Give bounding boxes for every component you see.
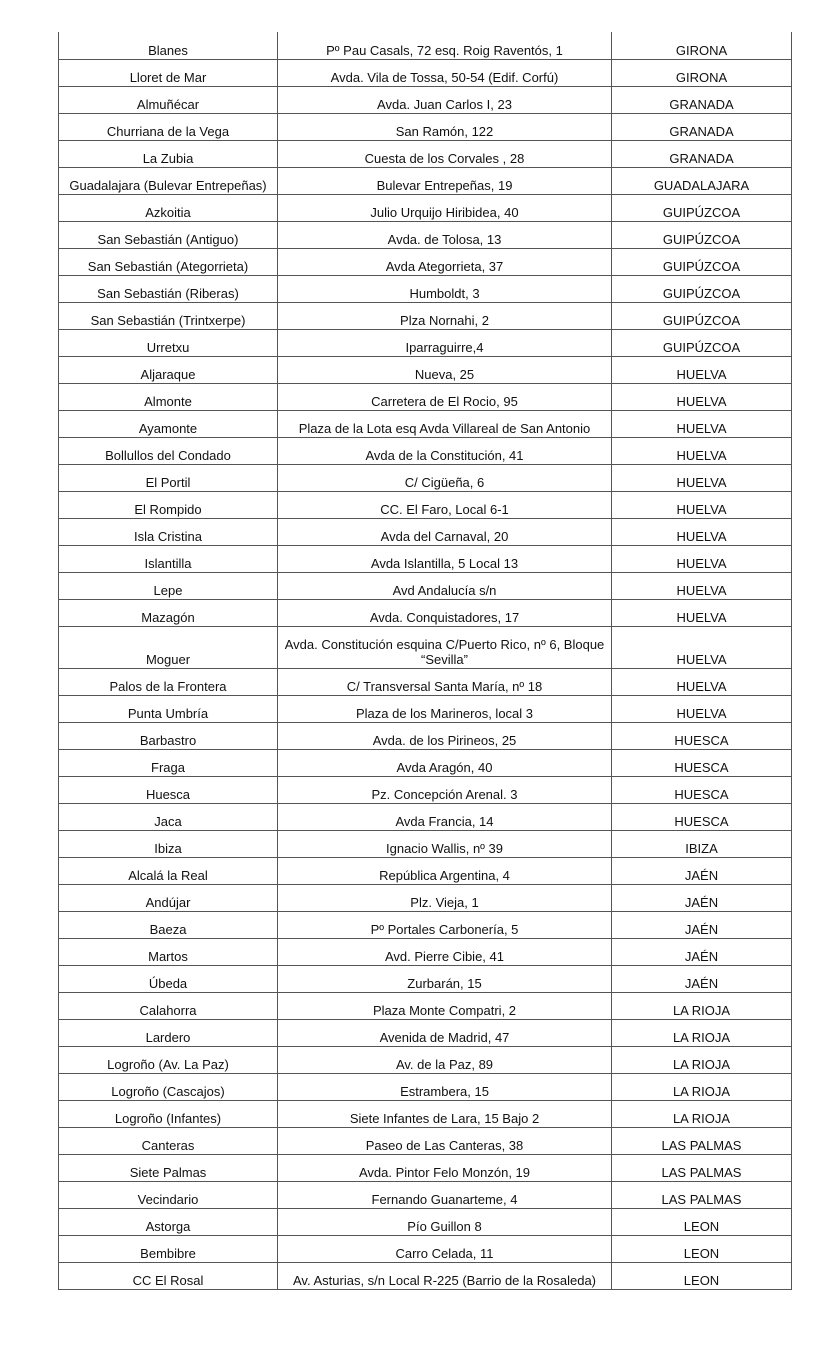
table-row bbox=[59, 1235, 792, 1262]
city-cell: Lloret de Mar bbox=[59, 59, 278, 86]
table-row bbox=[59, 776, 792, 803]
city-cell: Astorga bbox=[59, 1208, 278, 1235]
city-cell: Punta Umbría bbox=[59, 695, 278, 722]
city-cell: Lepe bbox=[59, 572, 278, 599]
address-cell: Humboldt, 3 bbox=[278, 275, 612, 302]
province-cell: LEON bbox=[612, 1208, 792, 1235]
address-cell: Avda Islantilla, 5 Local 13 bbox=[278, 545, 612, 572]
city-cell: Canteras bbox=[59, 1127, 278, 1154]
province-cell: HUELVA bbox=[612, 626, 792, 668]
province-cell: LA RIOJA bbox=[612, 1046, 792, 1073]
table-row bbox=[59, 803, 792, 830]
table-row bbox=[59, 545, 792, 572]
table-row bbox=[59, 572, 792, 599]
province-cell: HUESCA bbox=[612, 803, 792, 830]
province-cell: HUELVA bbox=[612, 491, 792, 518]
table-row bbox=[59, 965, 792, 992]
table-row bbox=[59, 830, 792, 857]
city-cell: Islantilla bbox=[59, 545, 278, 572]
table-row bbox=[59, 167, 792, 194]
province-cell: GIRONA bbox=[612, 32, 792, 59]
address-cell: Nueva, 25 bbox=[278, 356, 612, 383]
city-cell: El Rompido bbox=[59, 491, 278, 518]
province-cell: GUADALAJARA bbox=[612, 167, 792, 194]
address-cell: Plza Nornahi, 2 bbox=[278, 302, 612, 329]
address-cell: Avda Aragón, 40 bbox=[278, 749, 612, 776]
address-cell: Av. de la Paz, 89 bbox=[278, 1046, 612, 1073]
table-row bbox=[59, 857, 792, 884]
province-cell: LEON bbox=[612, 1262, 792, 1289]
city-cell: Blanes bbox=[59, 32, 278, 59]
province-cell: JAÉN bbox=[612, 938, 792, 965]
address-cell: Estrambera, 15 bbox=[278, 1073, 612, 1100]
address-cell: CC. El Faro, Local 6-1 bbox=[278, 491, 612, 518]
table-row bbox=[59, 1154, 792, 1181]
table-row bbox=[59, 1073, 792, 1100]
table-row bbox=[59, 491, 792, 518]
province-cell: HUELVA bbox=[612, 437, 792, 464]
table-row bbox=[59, 410, 792, 437]
table-row bbox=[59, 1262, 792, 1289]
address-cell: Pío Guillon 8 bbox=[278, 1208, 612, 1235]
province-cell: HUELVA bbox=[612, 464, 792, 491]
table-row bbox=[59, 248, 792, 275]
province-cell: HUELVA bbox=[612, 599, 792, 626]
province-cell: HUESCA bbox=[612, 722, 792, 749]
city-cell: Azkoitia bbox=[59, 194, 278, 221]
province-cell: HUELVA bbox=[612, 668, 792, 695]
table-row bbox=[59, 722, 792, 749]
table-body bbox=[59, 32, 792, 1289]
province-cell: HUELVA bbox=[612, 545, 792, 572]
table-row bbox=[59, 140, 792, 167]
table-row bbox=[59, 32, 792, 59]
address-cell: Siete Infantes de Lara, 15 Bajo 2 bbox=[278, 1100, 612, 1127]
province-cell: GRANADA bbox=[612, 113, 792, 140]
table-row bbox=[59, 1181, 792, 1208]
table-row bbox=[59, 668, 792, 695]
address-cell: Zurbarán, 15 bbox=[278, 965, 612, 992]
city-cell: Lardero bbox=[59, 1019, 278, 1046]
table-row bbox=[59, 383, 792, 410]
city-cell: Vecindario bbox=[59, 1181, 278, 1208]
province-cell: HUELVA bbox=[612, 518, 792, 545]
table-row bbox=[59, 59, 792, 86]
city-cell: Jaca bbox=[59, 803, 278, 830]
table-row bbox=[59, 194, 792, 221]
table-row bbox=[59, 1208, 792, 1235]
city-cell: Aljaraque bbox=[59, 356, 278, 383]
address-cell: Avda. de Tolosa, 13 bbox=[278, 221, 612, 248]
address-cell: Pº Pau Casals, 72 esq. Roig Raventós, 1 bbox=[278, 32, 612, 59]
city-cell: Alcalá la Real bbox=[59, 857, 278, 884]
table-row bbox=[59, 221, 792, 248]
city-cell: Siete Palmas bbox=[59, 1154, 278, 1181]
branch-address-table bbox=[58, 32, 792, 1290]
address-cell: Avda Francia, 14 bbox=[278, 803, 612, 830]
address-cell: Bulevar Entrepeñas, 19 bbox=[278, 167, 612, 194]
address-cell: Cuesta de los Corvales , 28 bbox=[278, 140, 612, 167]
city-cell: Almonte bbox=[59, 383, 278, 410]
table-row bbox=[59, 695, 792, 722]
city-cell: Bollullos del Condado bbox=[59, 437, 278, 464]
city-cell: Calahorra bbox=[59, 992, 278, 1019]
province-cell: JAÉN bbox=[612, 857, 792, 884]
province-cell: HUELVA bbox=[612, 410, 792, 437]
table-row bbox=[59, 329, 792, 356]
province-cell: LA RIOJA bbox=[612, 1019, 792, 1046]
table-row bbox=[59, 884, 792, 911]
city-cell: Fraga bbox=[59, 749, 278, 776]
address-cell: Paseo de Las Canteras, 38 bbox=[278, 1127, 612, 1154]
address-cell: Avda. Conquistadores, 17 bbox=[278, 599, 612, 626]
city-cell: Isla Cristina bbox=[59, 518, 278, 545]
table-row bbox=[59, 518, 792, 545]
address-cell: Plz. Vieja, 1 bbox=[278, 884, 612, 911]
address-cell: Avda Ategorrieta, 37 bbox=[278, 248, 612, 275]
table-row bbox=[59, 938, 792, 965]
address-cell: Avenida de Madrid, 47 bbox=[278, 1019, 612, 1046]
address-cell: Avda. Juan Carlos I, 23 bbox=[278, 86, 612, 113]
table-row bbox=[59, 749, 792, 776]
city-cell: Martos bbox=[59, 938, 278, 965]
city-cell: Almuñécar bbox=[59, 86, 278, 113]
table-row bbox=[59, 437, 792, 464]
city-cell: Andújar bbox=[59, 884, 278, 911]
address-cell: Avda del Carnaval, 20 bbox=[278, 518, 612, 545]
province-cell: LA RIOJA bbox=[612, 1073, 792, 1100]
province-cell: HUELVA bbox=[612, 383, 792, 410]
province-cell: GUIPÚZCOA bbox=[612, 275, 792, 302]
city-cell: San Sebastián (Ategorrieta) bbox=[59, 248, 278, 275]
address-cell: Carretera de El Rocio, 95 bbox=[278, 383, 612, 410]
table-row bbox=[59, 302, 792, 329]
province-cell: HUESCA bbox=[612, 749, 792, 776]
address-cell: Av. Asturias, s/n Local R-225 (Barrio de la Rosaleda) bbox=[278, 1262, 612, 1289]
province-cell: JAÉN bbox=[612, 965, 792, 992]
table-row bbox=[59, 1127, 792, 1154]
address-cell: Pz. Concepción Arenal. 3 bbox=[278, 776, 612, 803]
province-cell: JAÉN bbox=[612, 884, 792, 911]
city-cell: Logroño (Infantes) bbox=[59, 1100, 278, 1127]
city-cell: San Sebastián (Trintxerpe) bbox=[59, 302, 278, 329]
province-cell: HUELVA bbox=[612, 356, 792, 383]
province-cell: HUESCA bbox=[612, 776, 792, 803]
city-cell: Urretxu bbox=[59, 329, 278, 356]
province-cell: LEON bbox=[612, 1235, 792, 1262]
province-cell: LAS PALMAS bbox=[612, 1127, 792, 1154]
address-cell: San Ramón, 122 bbox=[278, 113, 612, 140]
province-cell: LA RIOJA bbox=[612, 992, 792, 1019]
province-cell: GUIPÚZCOA bbox=[612, 248, 792, 275]
city-cell: Logroño (Cascajos) bbox=[59, 1073, 278, 1100]
address-cell: Avda. Pintor Felo Monzón, 19 bbox=[278, 1154, 612, 1181]
address-cell: Avd. Pierre Cibie, 41 bbox=[278, 938, 612, 965]
address-cell: Iparraguirre,4 bbox=[278, 329, 612, 356]
table-row bbox=[59, 911, 792, 938]
table-row bbox=[59, 464, 792, 491]
address-cell: Julio Urquijo Hiribidea, 40 bbox=[278, 194, 612, 221]
city-cell: Baeza bbox=[59, 911, 278, 938]
address-cell: Avda. Constitución esquina C/Puerto Rico, nº 6, Bloque “Sevilla” bbox=[278, 626, 612, 668]
city-cell: Úbeda bbox=[59, 965, 278, 992]
table-row bbox=[59, 113, 792, 140]
city-cell: Logroño (Av. La Paz) bbox=[59, 1046, 278, 1073]
address-cell: Avda. Vila de Tossa, 50-54 (Edif. Corfú) bbox=[278, 59, 612, 86]
address-cell: Ignacio Wallis, nº 39 bbox=[278, 830, 612, 857]
address-cell: Plaza de los Marineros, local 3 bbox=[278, 695, 612, 722]
table-row bbox=[59, 1100, 792, 1127]
province-cell: LAS PALMAS bbox=[612, 1181, 792, 1208]
province-cell: LAS PALMAS bbox=[612, 1154, 792, 1181]
address-cell: Pº Portales Carbonería, 5 bbox=[278, 911, 612, 938]
province-cell: HUELVA bbox=[612, 695, 792, 722]
address-cell: C/ Transversal Santa María, nº 18 bbox=[278, 668, 612, 695]
address-cell: Avd Andalucía s/n bbox=[278, 572, 612, 599]
address-cell: Avda de la Constitución, 41 bbox=[278, 437, 612, 464]
city-cell: Palos de la Frontera bbox=[59, 668, 278, 695]
province-cell: HUELVA bbox=[612, 572, 792, 599]
table-row bbox=[59, 1046, 792, 1073]
province-cell: IBIZA bbox=[612, 830, 792, 857]
province-cell: GIRONA bbox=[612, 59, 792, 86]
city-cell: Mazagón bbox=[59, 599, 278, 626]
province-cell: GRANADA bbox=[612, 86, 792, 113]
city-cell: Ayamonte bbox=[59, 410, 278, 437]
city-cell: Barbastro bbox=[59, 722, 278, 749]
table-row bbox=[59, 992, 792, 1019]
city-cell: La Zubia bbox=[59, 140, 278, 167]
city-cell: Ibiza bbox=[59, 830, 278, 857]
province-cell: GRANADA bbox=[612, 140, 792, 167]
city-cell: Moguer bbox=[59, 626, 278, 668]
table-row bbox=[59, 626, 792, 668]
city-cell: CC El Rosal bbox=[59, 1262, 278, 1289]
city-cell: Bembibre bbox=[59, 1235, 278, 1262]
city-cell: Guadalajara (Bulevar Entrepeñas) bbox=[59, 167, 278, 194]
city-cell: San Sebastián (Riberas) bbox=[59, 275, 278, 302]
address-cell: Carro Celada, 11 bbox=[278, 1235, 612, 1262]
province-cell: GUIPÚZCOA bbox=[612, 302, 792, 329]
address-cell: Fernando Guanarteme, 4 bbox=[278, 1181, 612, 1208]
province-cell: LA RIOJA bbox=[612, 1100, 792, 1127]
table-row bbox=[59, 86, 792, 113]
city-cell: Churriana de la Vega bbox=[59, 113, 278, 140]
city-cell: El Portil bbox=[59, 464, 278, 491]
address-cell: República Argentina, 4 bbox=[278, 857, 612, 884]
table-row bbox=[59, 1019, 792, 1046]
table-row bbox=[59, 275, 792, 302]
address-cell: Plaza Monte Compatri, 2 bbox=[278, 992, 612, 1019]
table-row bbox=[59, 599, 792, 626]
address-cell: Plaza de la Lota esq Avda Villareal de San Antonio bbox=[278, 410, 612, 437]
province-cell: GUIPÚZCOA bbox=[612, 194, 792, 221]
table-row bbox=[59, 356, 792, 383]
province-cell: GUIPÚZCOA bbox=[612, 329, 792, 356]
city-cell: Huesca bbox=[59, 776, 278, 803]
city-cell: San Sebastián (Antiguo) bbox=[59, 221, 278, 248]
province-cell: GUIPÚZCOA bbox=[612, 221, 792, 248]
address-cell: C/ Cigüeña, 6 bbox=[278, 464, 612, 491]
address-cell: Avda. de los Pirineos, 25 bbox=[278, 722, 612, 749]
province-cell: JAÉN bbox=[612, 911, 792, 938]
